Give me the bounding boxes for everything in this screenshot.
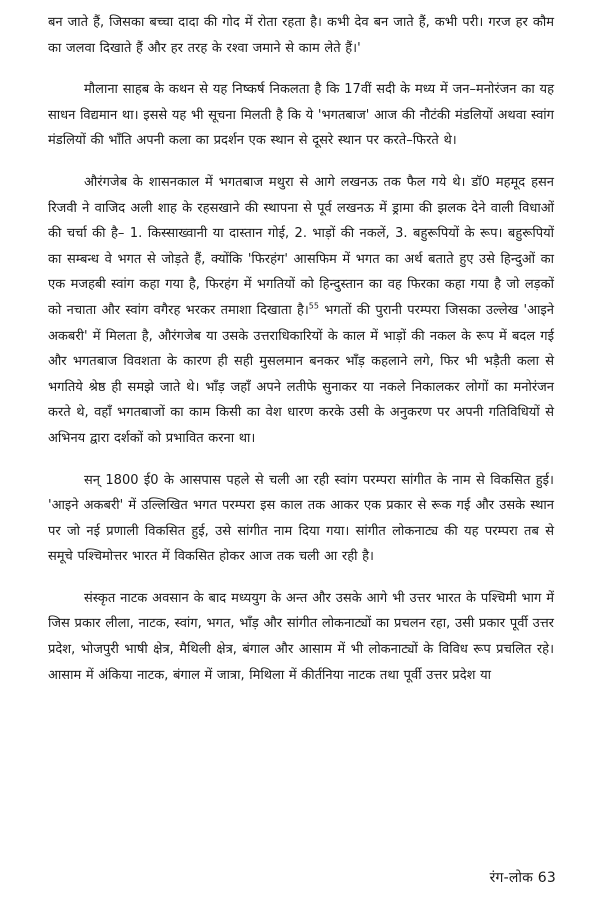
paragraph-sangeet-tradition: सन् 1800 ई0 के आसपास पहले से चली आ रही स्वांग परम्परा सांगीत के नाम से विकसित हुई। 'आइने अकबरी' में उल्लिखित भगत परम्परा इस काल तक आकर एक प्रकार से रूक गई और उसके स्थान पर जो नई प्रणाली विकसित हुई, उसे सांगीत नाम दिया गया। सांगीत लोकनाट्य की यह परम्परा तब से समूचे पश्चिमोत्तर भारत में विकसित होकर आज तक चली आ रही है।: [48, 472, 554, 565]
paragraph-text-part: भगतों की पुरानी परम्परा जिसका उल्लेख 'आइने अकबरी' में मिलता है, औरंगजेब या उसके उत्तराधिकारियों के काल में भाड़ों की नकल के रूप में बदल गई और भगतबाज विवशता के कारण ही सही मुसलमान बनकर भाँड़ कहलाने लगे, फिर भी भड़ैती कला से भगतिये श्रेष्ठ ही समझे जाते थे। भाँड़ जहाँ अपने लतीफे सुनाकर या नकले निकालकर लोगों का मनोरंजन करते थे, वहाँ भगतबाजों का काम किसी का वेश धारण करके उसी के अनुकरण पर अपनी गतिविधियों से अभिनय द्वारा दर्शकों को प्रभावित करना था।: [48, 302, 554, 446]
paragraph-continuation: बन जाते हैं, जिसका बच्चा दादा की गोद में रोता रहता है। कभी देव बन जाते हैं, कभी परी। गरज हर कौम का जलवा दिखाते हैं और हर तरह के रश्वा जमाने से काम लेते हैं।': [48, 15, 554, 56]
page-footer-label: रंग-लोक 63: [489, 870, 556, 886]
paragraph-folk-theatre-regions: संस्कृत नाटक अवसान के बाद मध्ययुग के अन्त और उसके आगे भी उत्तर भारत के पश्चिमी भाग में जिस प्रकार लीला, नाटक, स्वांग, भगत, भाँड़ और सांगीत लोकनाट्यों का प्रचलन रहा, उसी प्रकार पूर्वी उत्तर प्रदेश, भोजपुरी भाषी क्षेत्र, मैथिली क्षेत्र, बंगाल और आसाम में भी लोकनाट्यों के विविध रूप प्रचलित रहे। आसाम में अंकिया नाटक, बंगाल में जात्रा, मिथिला में कीर्तनिया नाटक तथा पूर्वी उत्तर प्रदेश या: [48, 590, 554, 683]
paragraph-maulana-conclusion: मौलाना साहब के कथन से यह निष्कर्ष निकलता है कि 17वीं सदी के मध्य में जन–मनोरंजन का यह साधन विद्यमान था। इससे यह भी सूचना मिलती है कि ये 'भगतबाज' आज की नौटंकी मंडलियों अथवा स्वांग मंडलियों की भाँति अपनी कला का प्रदर्शन एक स्थान से दूसरे स्थान पर करते–फिरते थे।: [48, 82, 554, 149]
paragraph-text-part: औरंगजेब के शासनकाल में भगतबाज मथुरा से आगे लखनऊ तक फैल गये थे। डॉ0 महमूद हसन रिजवी ने वाजिद अली शाह के रहसखाने की स्थापना से पूर्व लखनऊ में ड्रामा की झलक देने वाली विधाओं की चर्चा की है– 1. किस्साख्वानी या दास्तान गोई, 2. भाड़ों की नकलें, 3. बहुरूपियों के रूप। बहुरूपियों का सम्बन्ध वे भगत से जोड़ते हैं, क्योंकि 'फिरहंग' आसफिम में भगत का अर्थ बताते हुए उसे हिन्दुओं का एक मजहबी स्वांग कहा गया है, फिरहंग में भगतियों को हिन्दुस्तान का वह फिरका कहा गया है जो लड़कों को नचाता और स्वांग वगैरह भरकर तमाशा दिखाता है।: [48, 174, 554, 318]
page-body: [48, 10, 554, 704]
footnote-marker: 55: [308, 301, 319, 311]
paragraph-aurangzeb-era: [48, 170, 554, 452]
